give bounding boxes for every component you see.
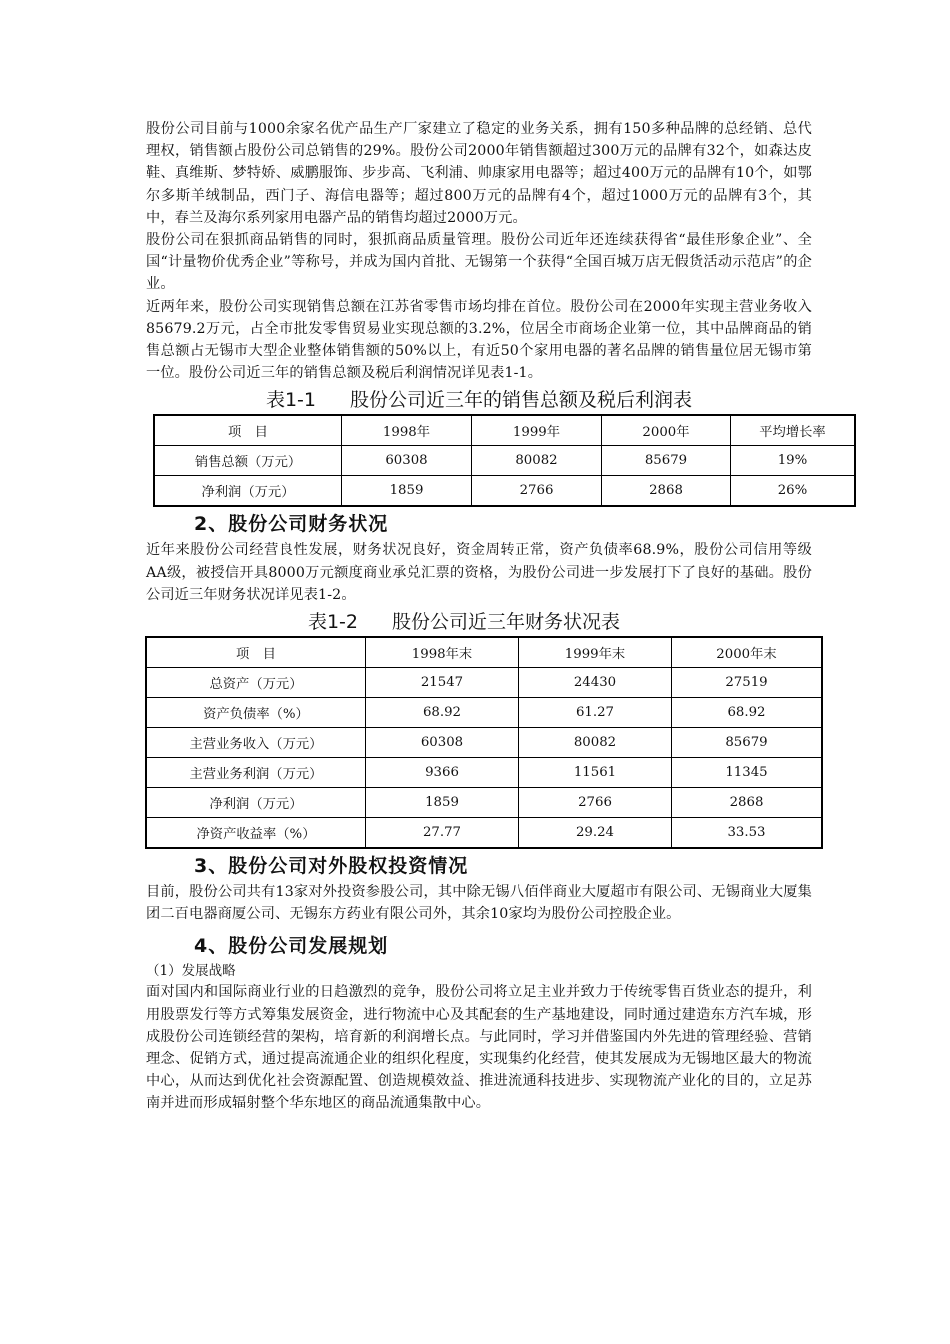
table1-title: 股份公司近三年的销售总额及税后利润表 — [350, 389, 693, 412]
table-cell: 60308 — [342, 446, 472, 476]
table-cell: 68.92 — [672, 698, 823, 728]
table-row — [146, 758, 822, 788]
section4-paragraph: 面对国内和国际商业行业的日趋激烈的竞争，股份公司将立足主业并致力于传统零售百货业态的提升，利用股票发行等方式筹集发展资金，进行物流中心及其配套的生产基地建设，同时通过建造东方汽车城，形成股份公司连锁经营的架构，培育新的利润增长点。与此同时，学习并借鉴国内外先进的管理经验、营销理念、促销方式，通过提高流通企业的组织化程度，实现集约化经营，使其发展成为无锡地区最大的物流中心，从而达到优化社会资源配置、创造规模效益、推进流通科技进步、实现物流产业化的目的，立足苏南并进而形成辐射整个华东地区的商品流通集散中心。 — [146, 984, 812, 1112]
table-cell: 净资产收益率（%） — [146, 818, 366, 849]
table2-number: 表1-2 — [307, 611, 359, 634]
table1-header-cell: 2000年 — [602, 415, 731, 446]
table2 — [145, 636, 823, 849]
table2-header-row — [146, 637, 822, 668]
table-cell: 净利润（万元） — [146, 788, 366, 818]
table1-header-cell: 平均增长率 — [731, 415, 856, 446]
table2-header-cell: 项 目 — [146, 637, 366, 668]
table-row — [146, 668, 822, 698]
section3-paragraph: 目前，股份公司共有13家对外投资参股公司，其中除无锡八佰伴商业大厦超市有限公司、无锡商业大厦集团二百电器商厦公司、无锡东方药业有限公司外，其余10家均为股份公司控股企业。 — [146, 884, 812, 923]
intro-paragraph-1: 股份公司目前与1000余家名优产品生产厂家建立了稳定的业务关系，拥有150多种品牌的总经销、总代理权，销售额占股份公司总销售的29%。股份公司2000年销售额超过300万元的品牌有32个，如森达皮鞋、真维斯、梦特娇、威鹏服饰、步步高、飞利浦、帅康家用电器等；超过400万元的品牌有10个，如鄂尔多斯羊绒制品，西门子、海信电器等；超过800万元的品牌有4个，超过1000万元的品牌有3个，其中，春兰及海尔系列家用电器产品的销售均超过2000万元。 — [146, 121, 812, 226]
section2-paragraph: 近年来股份公司经营良性发展，财务状况良好，资金周转正常，资产负债率68.9%，股份公司信用等级AA级，被授信开具8000万元额度商业承兑汇票的资格，为股份公司进一步发展打下了良好的基础。股份公司近三年财务状况详见表1-2。 — [146, 542, 812, 603]
table-cell: 主营业务收入（万元） — [146, 728, 366, 758]
table1-header-cell: 项 目 — [154, 415, 342, 446]
table-cell: 21547 — [366, 668, 519, 698]
table-cell: 27.77 — [366, 818, 519, 849]
table-cell: 85679 — [602, 446, 731, 476]
table-cell: 26% — [731, 476, 856, 507]
table-cell: 27519 — [672, 668, 823, 698]
table-cell: 85679 — [672, 728, 823, 758]
table-cell: 资产负债率（%） — [146, 698, 366, 728]
table-cell: 1859 — [342, 476, 472, 507]
section3-heading: 3、股份公司对外股权投资情况 — [194, 855, 469, 878]
table2-header-cell: 1999年末 — [519, 637, 672, 668]
table-cell: 11345 — [672, 758, 823, 788]
table-cell: 33.53 — [672, 818, 823, 849]
table-cell: 1859 — [366, 788, 519, 818]
section4-heading: 4、股份公司发展规划 — [194, 935, 389, 958]
table-row — [146, 698, 822, 728]
table-row — [154, 446, 855, 476]
table-cell: 24430 — [519, 668, 672, 698]
table1-header-cell: 1998年 — [342, 415, 472, 446]
table-cell: 60308 — [366, 728, 519, 758]
section2-heading: 2、股份公司财务状况 — [194, 513, 389, 536]
intro-paragraph-2: 股份公司在狠抓商品销售的同时，狠抓商品质量管理。股份公司近年还连续获得省“最佳形象企业”、全国“计量物价优秀企业”等称号，并成为国内首批、无锡第一个获得“全国百城万店无假货活动示范店”的企业。 — [146, 232, 812, 293]
table1-caption — [146, 387, 812, 413]
table-cell: 80082 — [472, 446, 602, 476]
table-cell: 净利润（万元） — [154, 476, 342, 507]
table-cell: 80082 — [519, 728, 672, 758]
table2-header-cell: 1998年末 — [366, 637, 519, 668]
table-cell: 2766 — [472, 476, 602, 507]
table2-header-cell: 2000年末 — [672, 637, 823, 668]
table-row — [146, 788, 822, 818]
table-cell: 总资产（万元） — [146, 668, 366, 698]
table-row — [154, 476, 855, 507]
document-page — [146, 118, 826, 1115]
table1-number: 表1-1 — [265, 389, 317, 412]
table-cell: 2766 — [519, 788, 672, 818]
table-cell: 销售总额（万元） — [154, 446, 342, 476]
table2-title: 股份公司近三年财务状况表 — [392, 611, 621, 634]
table-cell: 61.27 — [519, 698, 672, 728]
table-cell: 2868 — [672, 788, 823, 818]
table-cell: 2868 — [602, 476, 731, 507]
table-cell: 11561 — [519, 758, 672, 788]
table-row — [146, 728, 822, 758]
table-cell: 68.92 — [366, 698, 519, 728]
section4-subheading: （1）发展战略 — [146, 963, 236, 980]
table1-header-row — [154, 415, 855, 446]
table-row — [146, 818, 822, 849]
table-cell: 主营业务利润（万元） — [146, 758, 366, 788]
table-cell: 9366 — [366, 758, 519, 788]
table-cell: 19% — [731, 446, 856, 476]
table1-header-cell: 1999年 — [472, 415, 602, 446]
table2-caption — [146, 609, 782, 635]
table1 — [153, 414, 856, 507]
intro-paragraph-3: 近两年来，股份公司实现销售总额在江苏省零售市场均排在首位。股份公司在2000年实现主营业务收入85679.2万元，占全市批发零售贸易业实现总额的3.2%，位居全市商场企业第一位，其中品牌商品的销售总额占无锡市大型企业整体销售额的50%以上，有近50个家用电器的著名品牌的销售量位居无锡市第一位。股份公司近三年的销售总额及税后利润情况详见表1-1。 — [146, 298, 812, 382]
table-cell: 29.24 — [519, 818, 672, 849]
